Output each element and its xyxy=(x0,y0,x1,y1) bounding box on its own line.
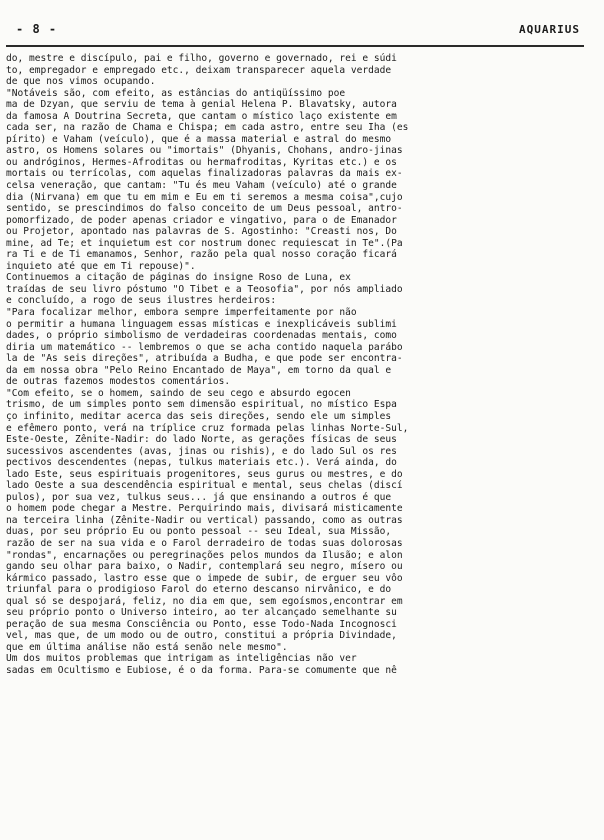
text-line: o permitir a humana linguagem essas místicas e inexplicáveis sublimi xyxy=(6,318,397,330)
text-line: pulos), por sua vez, tulkus seus... já que ensinando a outros é que xyxy=(6,491,392,503)
text-line: inquieto até que em Ti repouse)". xyxy=(6,260,196,272)
text-line: "Para focalizar melhor, embora sempre imperfeitamente por não xyxy=(6,307,357,319)
text-line: celsa veneração, que cantam: "Tu és meu Vaham (veículo) até o grande xyxy=(6,180,397,192)
text-line: do, mestre e discípulo, pai e filho, governo e governado, rei e súdi xyxy=(6,53,397,64)
text-line: sentido, se prescindimos do falso conceito de um Deus pessoal, antro- xyxy=(6,203,403,215)
text-line: to, empregador e empregado etc., deixam transparecer aquela verdade xyxy=(6,64,392,76)
text-line: diria um matemático -- lembremos o que se acha contido naquela parábo xyxy=(6,341,403,353)
text-line: pomorfizado, de poder apenas criador e vingativo, para o de Emanador xyxy=(6,214,397,226)
body-text xyxy=(6,53,584,677)
text-line: e efêmero ponto, verá na tríplice cruz formada pelas linhas Norte-Sul, xyxy=(6,422,409,434)
text-line: razão de ser na sua vida e o Farol derradeiro de todas suas dolorosas xyxy=(6,537,403,549)
text-line: pírito) e Vaham (veículo), que é a massa material e astral do mesmo xyxy=(6,133,392,145)
text-line: triunfal para o prodigioso Farol do eterno descanso nirvânico, e do xyxy=(6,584,392,596)
text-line: dades, o próprio simbolismo de verdadeiras coordenadas mentais, como xyxy=(6,330,397,342)
text-line: pectivos descendentes (nepas, tulkus materiais etc.). Verá ainda, do xyxy=(6,457,397,469)
header-rule xyxy=(6,45,584,47)
running-head: AQUARIUS xyxy=(519,23,580,36)
text-line: lado Oeste a sua descendência espiritual e mental, seus chelas (discí xyxy=(6,480,403,492)
text-line: ra Ti e de Ti emanamos, Senhor, razão pela qual nosso coração ficará xyxy=(6,249,397,261)
text-line: o homem pode chegar a Mestre. Perquirindo mais, divisará misticamente xyxy=(6,503,403,515)
text-line: de outras fazemos modestos comentários. xyxy=(6,376,231,388)
text-line: de que nos vimos ocupando. xyxy=(6,76,156,88)
text-line: "Com efeito, se o homem, saindo de seu cego e absurdo egocen xyxy=(6,387,351,399)
text-line: Um dos muitos problemas que intrigam as inteligências não ver xyxy=(6,653,357,665)
text-line: "rondas", encarnações ou peregrinações pelos mundos da Ilusão; e alon xyxy=(6,549,403,561)
text-line: "Notáveis são, com efeito, as estâncias do antiqüíssimo poe xyxy=(6,87,346,99)
text-line: seu próprio ponto o Universo inteiro, ao ter alcançado semelhante su xyxy=(6,607,397,619)
text-line: kármico passado, lastro esse que o impede de subir, de erguer seu vôo xyxy=(6,572,403,584)
text-line: ço infinito, meditar acerca das seis direções, sendo ele um simples xyxy=(6,410,392,422)
text-line: ou Projetor, apontado nas palavras de S. Agostinho: "Creasti nos, Do xyxy=(6,226,397,238)
text-line: dia (Nirvana) em que tu em mim e Eu em ti seremos a mesma coisa",cujo xyxy=(6,191,403,203)
text-line: Este-Oeste, Zênite-Nadir: do lado Norte, as gerações físicas de seus xyxy=(6,434,397,446)
text-line: mine, ad Te; et inquietum est cor nostrum donec requiescat in Te".(Pa xyxy=(6,237,403,249)
text-line: ma de Dzyan, que serviu de tema à genial Helena P. Blavatsky, autora xyxy=(6,99,397,111)
page-header xyxy=(6,22,584,42)
text-line: astro, os Homens solares ou "imortais" (Dhyanis, Chohans, andro-jinas xyxy=(6,145,403,157)
text-line: ou andróginos, Hermes-Afroditas ou hermafroditas, Kyritas etc.) e os xyxy=(6,156,397,168)
text-line: sucessivos ascendentes (avas, jinas ou rishis), e do lado Sul os res xyxy=(6,445,397,457)
text-line: gando seu olhar para baixo, o Nadir, contemplará seu negro, mísero ou xyxy=(6,561,403,573)
text-line: sadas em Ocultismo e Eubiose, é o da forma. Para-se comumente que nê xyxy=(6,664,397,676)
text-line: na terceira linha (Zênite-Nadir ou vertical) passando, como as outras xyxy=(6,514,403,526)
text-line: que em última análise não está senão nele mesmo". xyxy=(6,641,288,653)
text-line: peração de sua mesma Consciência ou Ponto, esse Todo-Nada Incognosci xyxy=(6,618,397,630)
text-line: Continuemos a citação de páginas do insigne Roso de Luna, ex xyxy=(6,272,351,284)
text-line: la de "As seis direções", atribuída a Budha, e que pode ser encontra- xyxy=(6,353,403,365)
text-line: trismo, de um simples ponto sem dimensão espiritual, no místico Espa xyxy=(6,399,397,411)
text-line: traídas de seu livro póstumo "O Tibet e a Teosofia", por nós ampliado xyxy=(6,283,403,295)
page-number: - 8 - xyxy=(16,22,58,36)
text-line: da em nossa obra "Pelo Reino Encantado de Maya", em torno da qual e xyxy=(6,364,392,376)
text-line: e concluído, a rogo de seus ilustres herdeiros: xyxy=(6,295,277,307)
text-line: cada ser, na razão de Chama e Chispa; em cada astro, entre seu Iha (es xyxy=(6,122,409,134)
text-line: vel, mas que, de um modo ou de outro, constitui a própria Divindade, xyxy=(6,630,397,642)
text-line: mortais ou terrícolas, com aquelas finalizadoras palavras da mais ex- xyxy=(6,168,403,180)
text-line: da famosa A Doutrina Secreta, que cantam o místico laço existente em xyxy=(6,110,397,122)
text-line: qual só se despojará, feliz, no dia em que, sem egoísmos,encontrar em xyxy=(6,595,403,607)
text-line: duas, por seu próprio Eu ou ponto pessoal -- seu Ideal, sua Missão, xyxy=(6,526,392,538)
text-line: lado Este, seus espirituais progenitores, seus gurus ou mestres, e do xyxy=(6,468,403,480)
